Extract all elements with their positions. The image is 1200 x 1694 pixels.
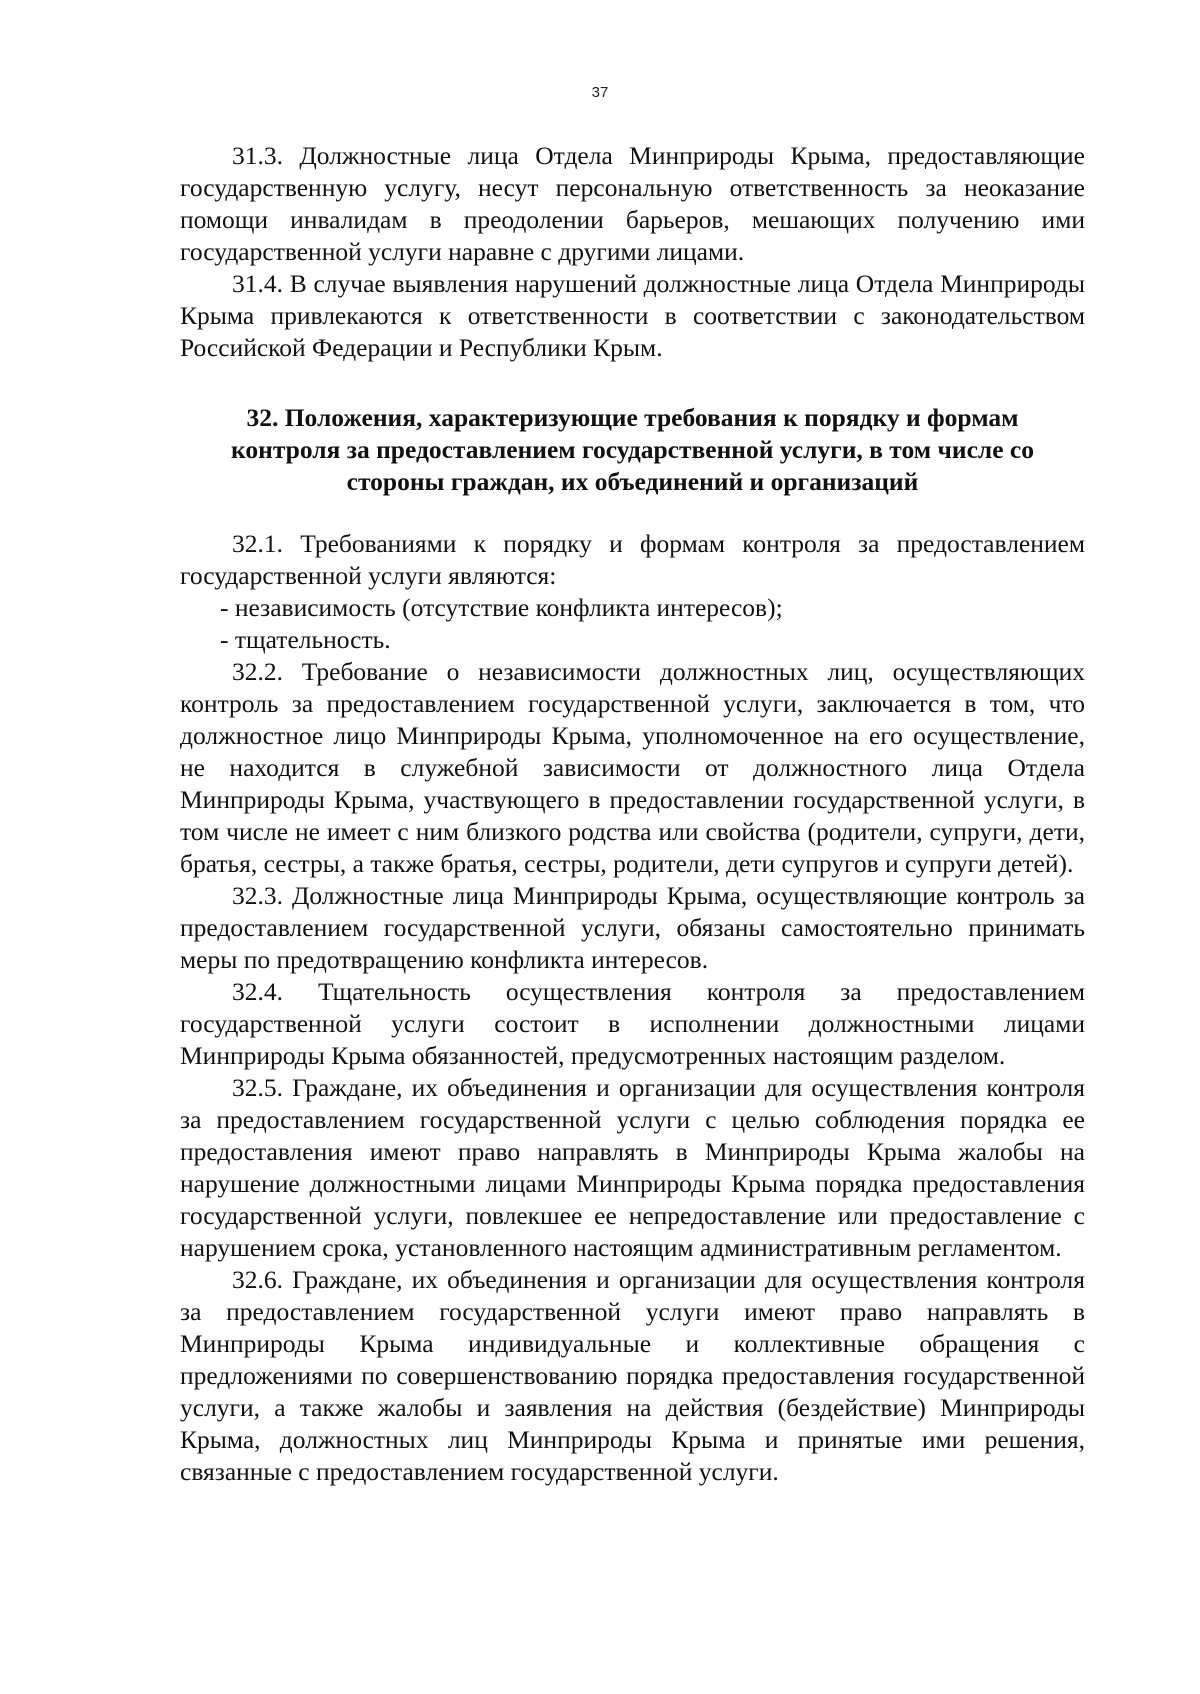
paragraph-32-1: 32.1. Требованиями к порядку и формам контроля за предоставлением государственной услуги являются: [180, 529, 1085, 590]
paragraph-32-4: 32.4. Тщательность осуществления контроля за предоставлением государственной услуги состоит в исполнении должностными лицами Минприроды Крыма обязанностей, предусмотренных настоящим разделом. [180, 977, 1085, 1070]
paragraph-32-3: 32.3. Должностные лица Минприроды Крыма, осуществляющие контроль за предоставлением государственной услуги, обязаны самостоятельно принимать меры по предотвращению конфликта интересов. [180, 881, 1085, 974]
paragraph-32-5: 32.5. Граждане, их объединения и организации для осуществления контроля за предоставлением государственной услуги с целью соблюдения порядка ее предоставления имеют право направлять в Минприроды Крыма жалобы на нарушение должностными лицами Минприроды Крыма порядка предоставления государственной услуги, повлекшее ее непредоставление или предоставление с нарушением срока, установленного настоящим административным регламентом. [180, 1073, 1085, 1262]
list-item-thoroughness: - тщательность. [220, 625, 391, 654]
document-body [180, 140, 1085, 1488]
paragraph-32-2: 32.2. Требование о независимости должностных лиц, осуществляющих контроль за предоставлением государственной услуги, заключается в том, что должностное лицо Минприроды Крыма, уполномоченное на его осуществление, не находится в служебной зависимости от должностного лица Отдела Минприроды Крыма, участвующего в предоставлении государственной услуги, в том числе не имеет с ним близкого родства или свойства (родители, супруги, дети, братья, сестры, а также братья, сестры, родители, дети супругов и супруги детей). [180, 657, 1085, 878]
paragraph-31-4: 31.4. В случае выявления нарушений должностные лица Отдела Минприроды Крыма привлекаются к ответственности в соответствии с законодательством Российской Федерации и Республики Крым. [180, 269, 1085, 362]
paragraph-31-3: 31.3. Должностные лица Отдела Минприроды Крыма, предоставляющие государственную услугу, несут персональную ответственность за неоказание помощи инвалидам в преодолении барьеров, мешающих получению ими государственной услуги наравне с другими лицами. [180, 141, 1085, 266]
list-item-independence: - независимость (отсутствие конфликта интересов); [220, 593, 783, 622]
page-number: 37 [591, 84, 609, 101]
paragraph-32-6: 32.6. Граждане, их объединения и организации для осуществления контроля за предоставлением государственной услуги имеют право направлять в Минприроды Крыма индивидуальные и коллективные обращения с предложениями по совершенствованию порядка предоставления государственной услуги, а также жалобы и заявления на действия (бездействие) Минприроды Крыма, должностных лиц Минприроды Крыма и принятые ими решения, связанные с предоставлением государственной услуги. [180, 1265, 1085, 1486]
section-heading-32: 32. Положения, характеризующие требования к порядку и формам контроля за предоставлением государственной услуги, в том числе со стороны граждан, их объединений и организаций [231, 403, 1034, 496]
